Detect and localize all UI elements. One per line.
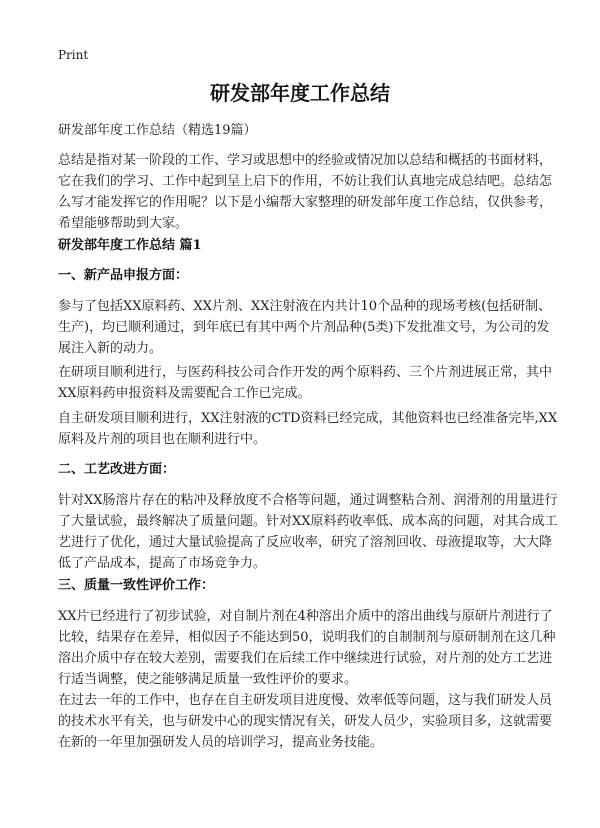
section3-paragraph-1: XX片已经进行了初步试验，对自制片剂在4种溶出介质中的溶出曲线与原研片剂进行了比较，结果存在差异，相似因子不能达到50，说明我们的自制制剂与原研制剂在这几种溶出介质中存在较大差别，需要我们在后续工作中继续进行试验，对片剂的处方工艺进行适当调整，使之能够满足质量一致性评价的要求。: [58, 609, 556, 687]
section1-heading: 一、新产品申报方面：: [58, 268, 189, 283]
section3-paragraph-2: 在过去一年的工作中，也存在自主研发项目进度慢、效率低等问题，这与我们研发人员的技术水平有关，也与研发中心的现实情况有关，研发人员少，实验项目多，这就需要在新的一年里加强研发人员的培训学习，提高业务技能。: [58, 693, 553, 750]
document-title: 研发部年度工作总结: [210, 81, 390, 105]
part-heading: 研发部年度工作总结 篇1: [58, 238, 202, 253]
section2-paragraph-1: 针对XX肠溶片存在的粘冲及释放度不合格等问题，通过调整粘合剂、润滑剂的用量进行了大量试验，最终解决了质量问题。针对XX原料药收率低、成本高的问题，对其合成工艺进行了优化，通过大量试验提高了反应收率，研究了溶剂回收、母液提取等，大大降低了产品成本，提高了市场竞争力。: [58, 493, 558, 571]
print-link[interactable]: Print: [58, 48, 89, 62]
document-subtitle: 研发部年度工作总结（精选19篇）: [58, 123, 257, 138]
section1-paragraph-2: 在研项目顺利进行，与医药科技公司合作开发的两个原料药、三个片剂进展正常，其中XX原料药申报资料及需要配合工作已完成。: [58, 365, 553, 401]
intro-paragraph: 总结是指对某一阶段的工作、学习或思想中的经验或情况加以总结和概括的书面材料，它在我们的学习、工作中起到呈上启下的作用，不妨让我们认真地完成总结吧。总结怎么写才能发挥它的作用呢？以下是小编帮大家整理的研发部年度工作总结，仅供参考，希望能够帮助到大家。: [58, 153, 553, 231]
section1-paragraph-3: 自主研发项目顺利进行，XX注射液的CTD资料已经完成，其他资料也已经准备完毕,XX原料及片剂的项目也在顺利进行中。: [58, 411, 558, 447]
section3-heading: 三、质量一致性评价工作：: [58, 578, 215, 593]
section2-heading: 二、工艺改进方面：: [58, 462, 176, 477]
section1-paragraph-1: 参与了包括XX原料药、XX片剂、XX注射液在内共计10个品种的现场考核(包括研制、生产)，均已顺利通过，到年底已有其中两个片剂品种(5类)下发批准文号，为公司的发展注入新的动力。: [58, 299, 552, 356]
